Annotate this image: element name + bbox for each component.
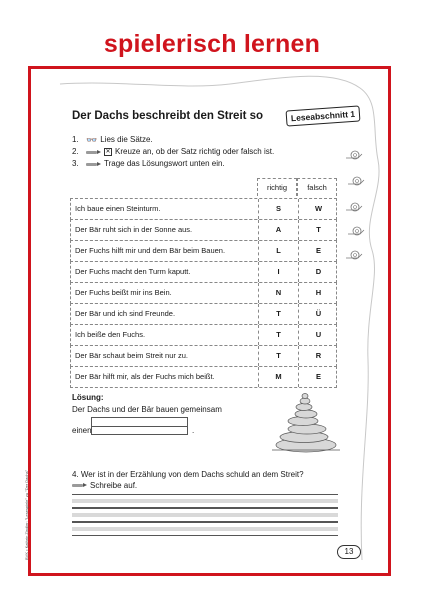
falsch-cell[interactable]: E bbox=[298, 241, 338, 261]
checkbox-icon: ✕ bbox=[105, 149, 111, 155]
richtig-cell[interactable]: S bbox=[258, 199, 298, 219]
section-badge: Leseabschnitt 1 bbox=[286, 105, 361, 126]
sentence-cell: Der Bär schaut beim Streit nur zu. bbox=[75, 351, 188, 360]
column-header-richtig: richtig bbox=[257, 178, 297, 196]
instruction-text: Trage das Lösungswort unten ein. bbox=[104, 159, 225, 168]
sentence-cell: Der Bär hilft mir, als der Fuchs mich beißt. bbox=[75, 372, 215, 381]
table-row bbox=[70, 198, 337, 220]
richtig-cell[interactable]: T bbox=[258, 346, 298, 366]
falsch-cell[interactable]: R bbox=[298, 346, 338, 366]
table-row bbox=[70, 303, 337, 325]
richtig-cell[interactable]: I bbox=[258, 262, 298, 282]
sentence-cell: Ich baue einen Steinturm. bbox=[75, 204, 161, 213]
table-row bbox=[70, 240, 337, 262]
read-glasses-icon: 👓 bbox=[86, 135, 98, 145]
table-row bbox=[70, 219, 337, 241]
richtig-cell[interactable]: T bbox=[258, 325, 298, 345]
instruction-number: 2. bbox=[72, 147, 79, 156]
worksheet-title: Der Dachs beschreibt den Streit so bbox=[72, 110, 264, 122]
table-row bbox=[70, 366, 337, 388]
brand-title: spielerisch lernen bbox=[103, 30, 321, 58]
sentence-cell: Ich beiße den Fuchs. bbox=[75, 330, 146, 339]
instruction-number: 1. bbox=[72, 135, 79, 144]
instruction-3 bbox=[72, 159, 225, 169]
sentence-cell: Der Fuchs hilft mir und dem Bär beim Bauen. bbox=[75, 246, 226, 255]
question-4-instruction bbox=[72, 481, 137, 490]
question-4-text: 4. Wer ist in der Erzählung von dem Dachs schuld an dem Streit? bbox=[72, 470, 304, 479]
sentence-cell: Der Bär und ich sind Freunde. bbox=[75, 309, 176, 318]
richtig-cell[interactable]: N bbox=[258, 283, 298, 303]
falsch-cell[interactable]: W bbox=[298, 199, 338, 219]
table-row bbox=[70, 345, 337, 367]
writing-line[interactable] bbox=[72, 494, 338, 508]
solution-text: Der Dachs und der Bär bauen gemeinsam bbox=[72, 405, 222, 414]
instruction-1 bbox=[72, 135, 153, 145]
solution-prefix: einen bbox=[72, 426, 92, 435]
table-row bbox=[70, 261, 337, 283]
falsch-cell[interactable]: Ü bbox=[298, 304, 338, 324]
instruction-number: 3. bbox=[72, 159, 79, 168]
solution-suffix: . bbox=[192, 426, 195, 435]
column-header-falsch: falsch bbox=[297, 178, 337, 196]
writing-line[interactable] bbox=[72, 508, 338, 522]
sentence-cell: Der Fuchs beißt mir ins Bein. bbox=[75, 288, 172, 297]
falsch-cell[interactable]: T bbox=[298, 220, 338, 240]
instruction-2 bbox=[72, 147, 274, 157]
pencil-icon bbox=[86, 150, 101, 155]
copyright-credit: BVK • Kathrin Zindler: "Lesespiele" zu "Der Dachs" bbox=[24, 469, 29, 560]
falsch-cell[interactable]: U bbox=[298, 325, 338, 345]
writing-line[interactable] bbox=[72, 522, 338, 536]
table-row bbox=[70, 282, 337, 304]
page-number: 13 bbox=[337, 545, 361, 559]
table-row bbox=[70, 324, 337, 346]
sentence-cell: Der Fuchs macht den Turm kaputt. bbox=[75, 267, 191, 276]
richtig-cell[interactable]: L bbox=[258, 241, 298, 261]
solution-label: Lösung: bbox=[72, 393, 104, 402]
richtig-cell[interactable]: M bbox=[258, 367, 298, 387]
sentence-cell: Der Bär ruht sich in der Sonne aus. bbox=[75, 225, 193, 234]
pencil-icon bbox=[72, 483, 87, 488]
instruction-text: Kreuze an, ob der Satz richtig oder falsch ist. bbox=[115, 147, 275, 156]
falsch-cell[interactable]: D bbox=[298, 262, 338, 282]
solution-answer-field[interactable] bbox=[91, 417, 188, 435]
richtig-cell[interactable]: A bbox=[258, 220, 298, 240]
falsch-cell[interactable]: E bbox=[298, 367, 338, 387]
falsch-cell[interactable]: H bbox=[298, 283, 338, 303]
pencil-icon bbox=[86, 162, 101, 167]
instruction-text: Lies die Sätze. bbox=[100, 135, 153, 144]
richtig-cell[interactable]: T bbox=[258, 304, 298, 324]
question-4-instruction-text: Schreibe auf. bbox=[90, 481, 138, 490]
